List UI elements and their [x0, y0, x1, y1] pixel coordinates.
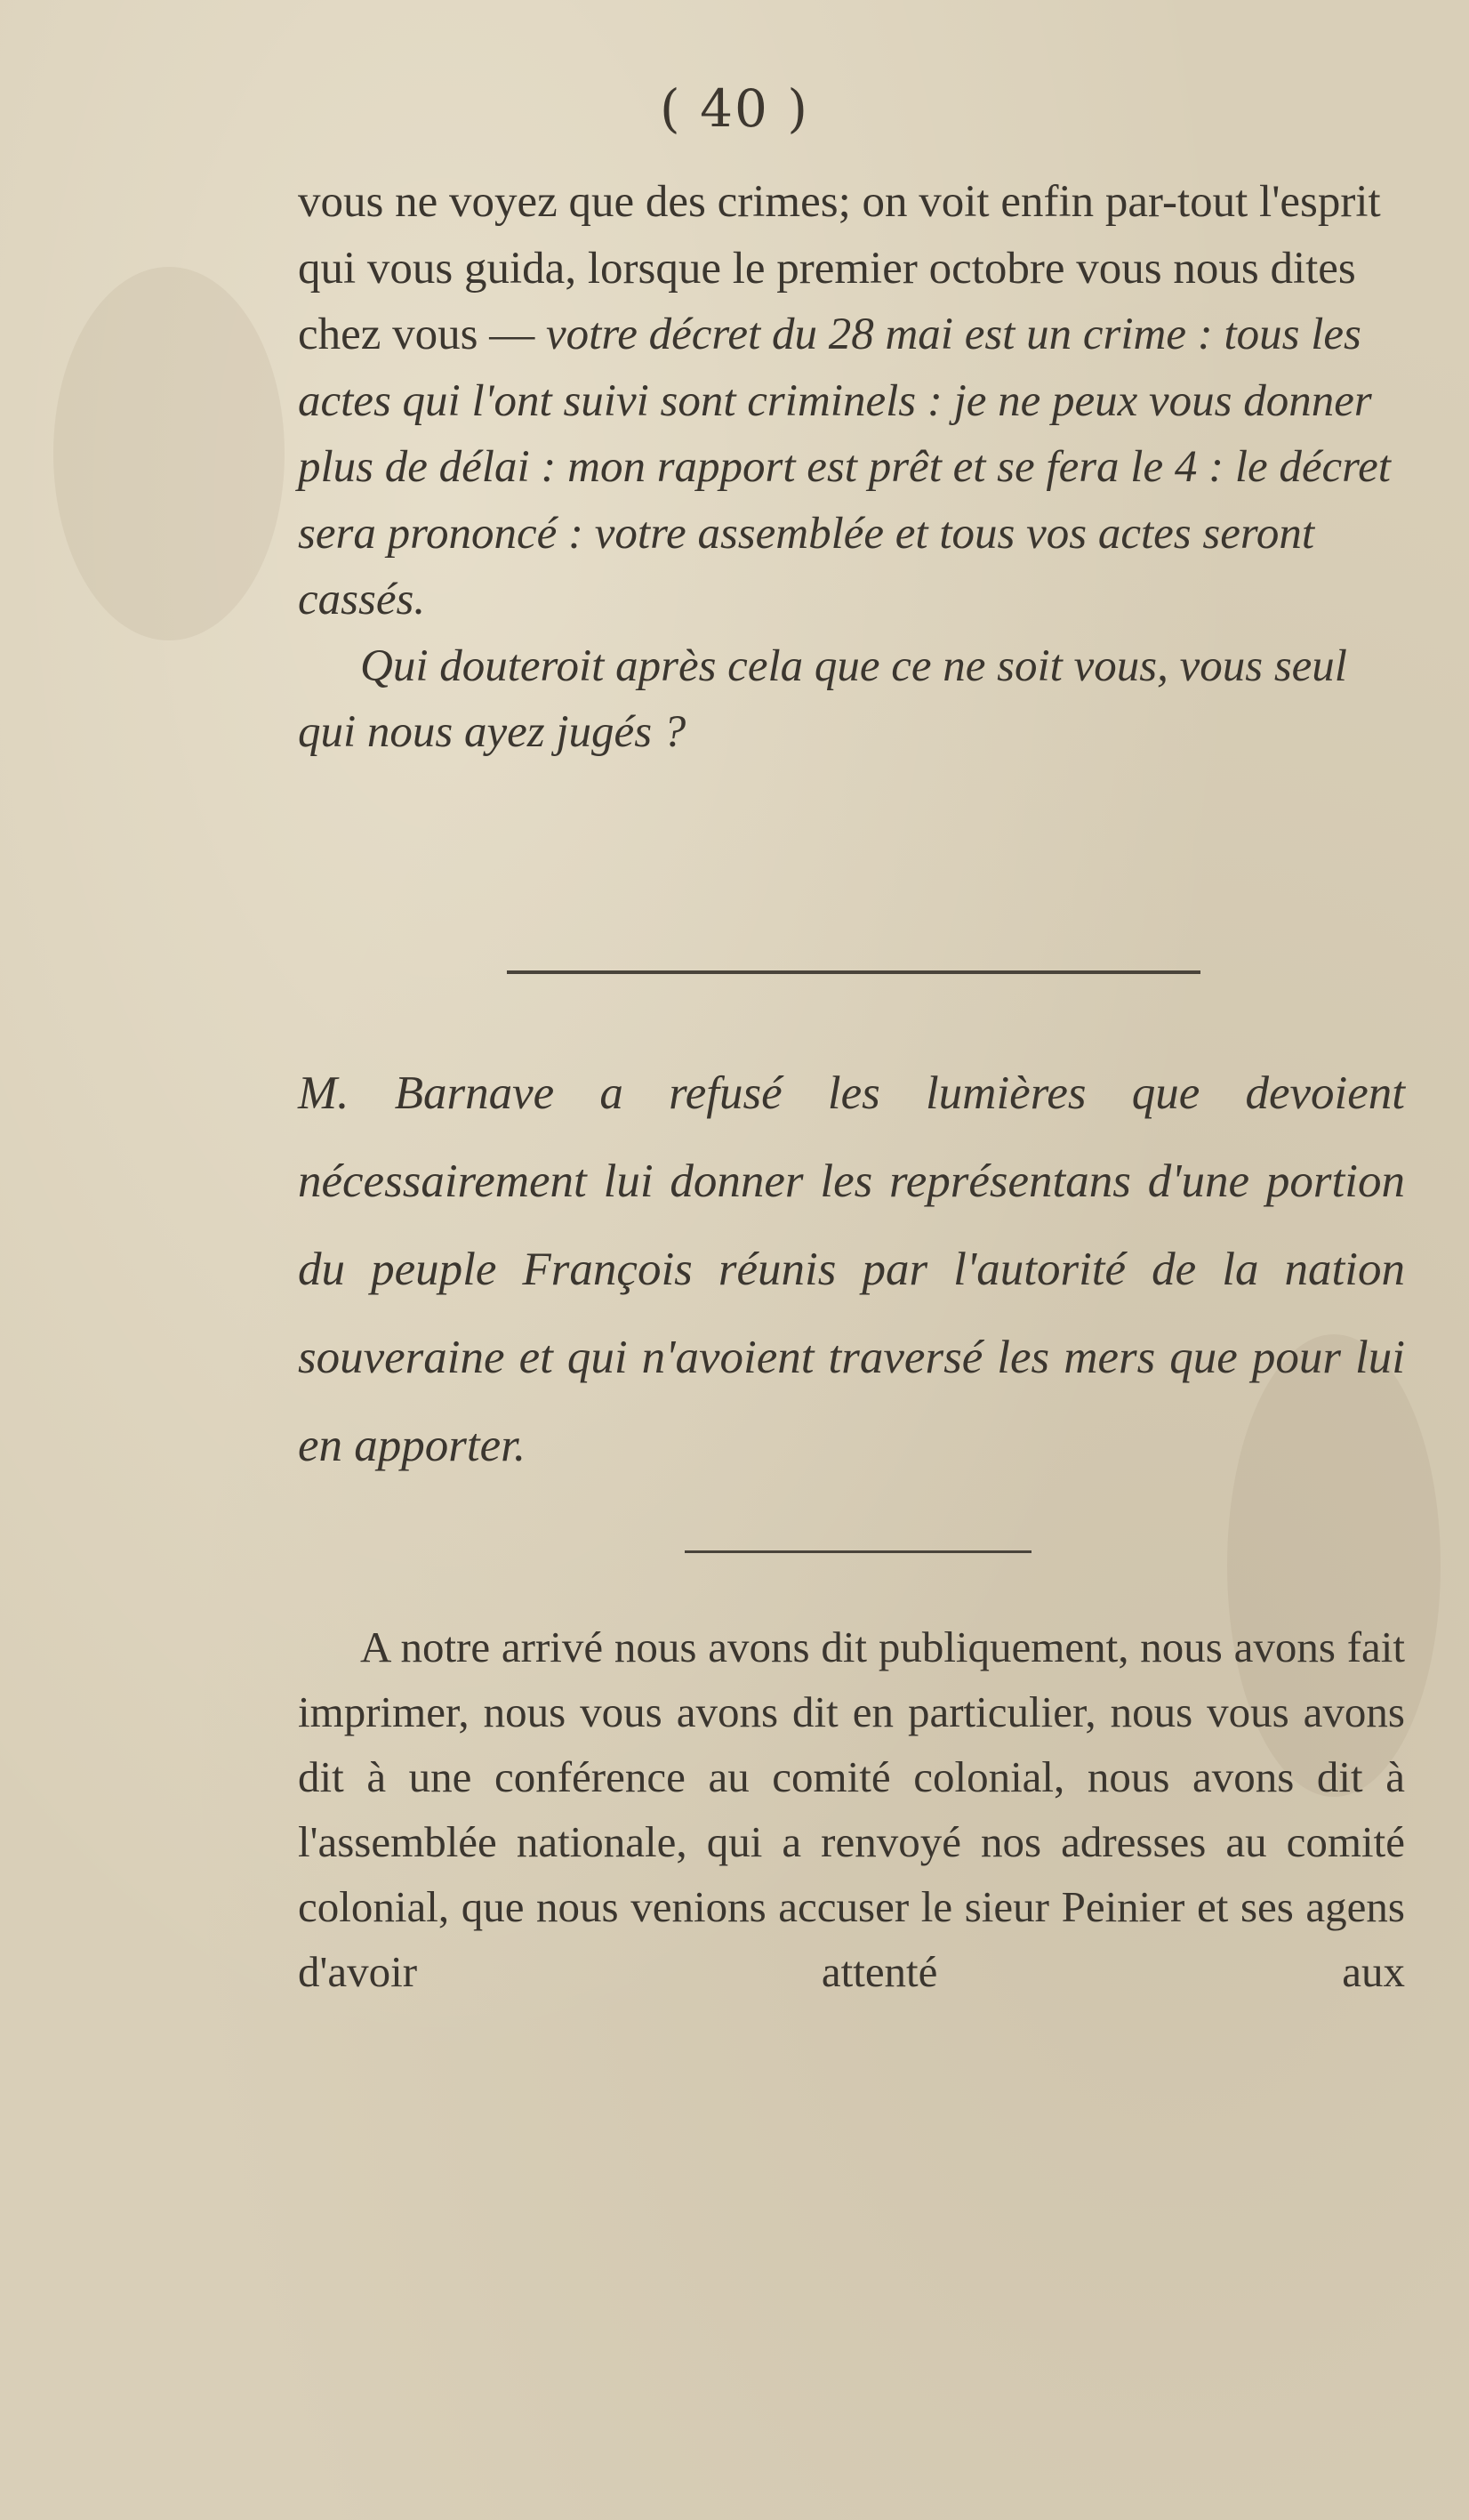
paragraph-3 — [298, 1614, 1405, 2004]
paragraph-2 — [298, 1050, 1405, 1490]
paragraph-1-roman: vous ne voyez que des crimes; on voit enfin par-tout l'esprit qui vous guida, lorsque le premier octobre vous nous dites chez vous — — [298, 177, 1381, 359]
paragraph-1-question: Qui douteroit après cela que ce ne soit vous, vous seul qui nous ayez jugés ? — [298, 640, 1347, 757]
paper-stain — [53, 267, 285, 640]
paragraph-3-text: A notre arrivé nous avons dit publiquement, nous avons fait imprimer, nous vous avons dit en particulier, nous vous avons dit à une conférence au comité colonial, nous avons dit à l'assemblée nationale, qui a renvoyé nos adresses au comité colonial, que nous venions accuser le sieur Peinier et ses agens d'avoir attenté aux — [298, 1622, 1405, 1996]
paragraph-1-body — [298, 169, 1405, 633]
paragraph-1 — [298, 169, 1405, 766]
page-number: ( 40 ) — [660, 78, 809, 139]
section-divider — [507, 970, 1200, 974]
paragraph-1-quote: votre décret du 28 mai est un crime : tous les actes qui l'ont suivi sont criminels : je ne peux vous donner plus de délai : mon rapport est prêt et se fera le 4 : le décret sera prononcé : votre assemblée et tous vos actes seront cassés. — [298, 310, 1391, 624]
section-divider — [685, 1550, 1032, 1553]
paragraph-2-text: M. Barnave a refusé les lumières que devoient nécessairement lui donner les représentans d'une portion du peuple François réunis par l'autorité de la nation souveraine et qui n'avoient traversé les mers que pour lui en apporter. — [298, 1067, 1405, 1471]
